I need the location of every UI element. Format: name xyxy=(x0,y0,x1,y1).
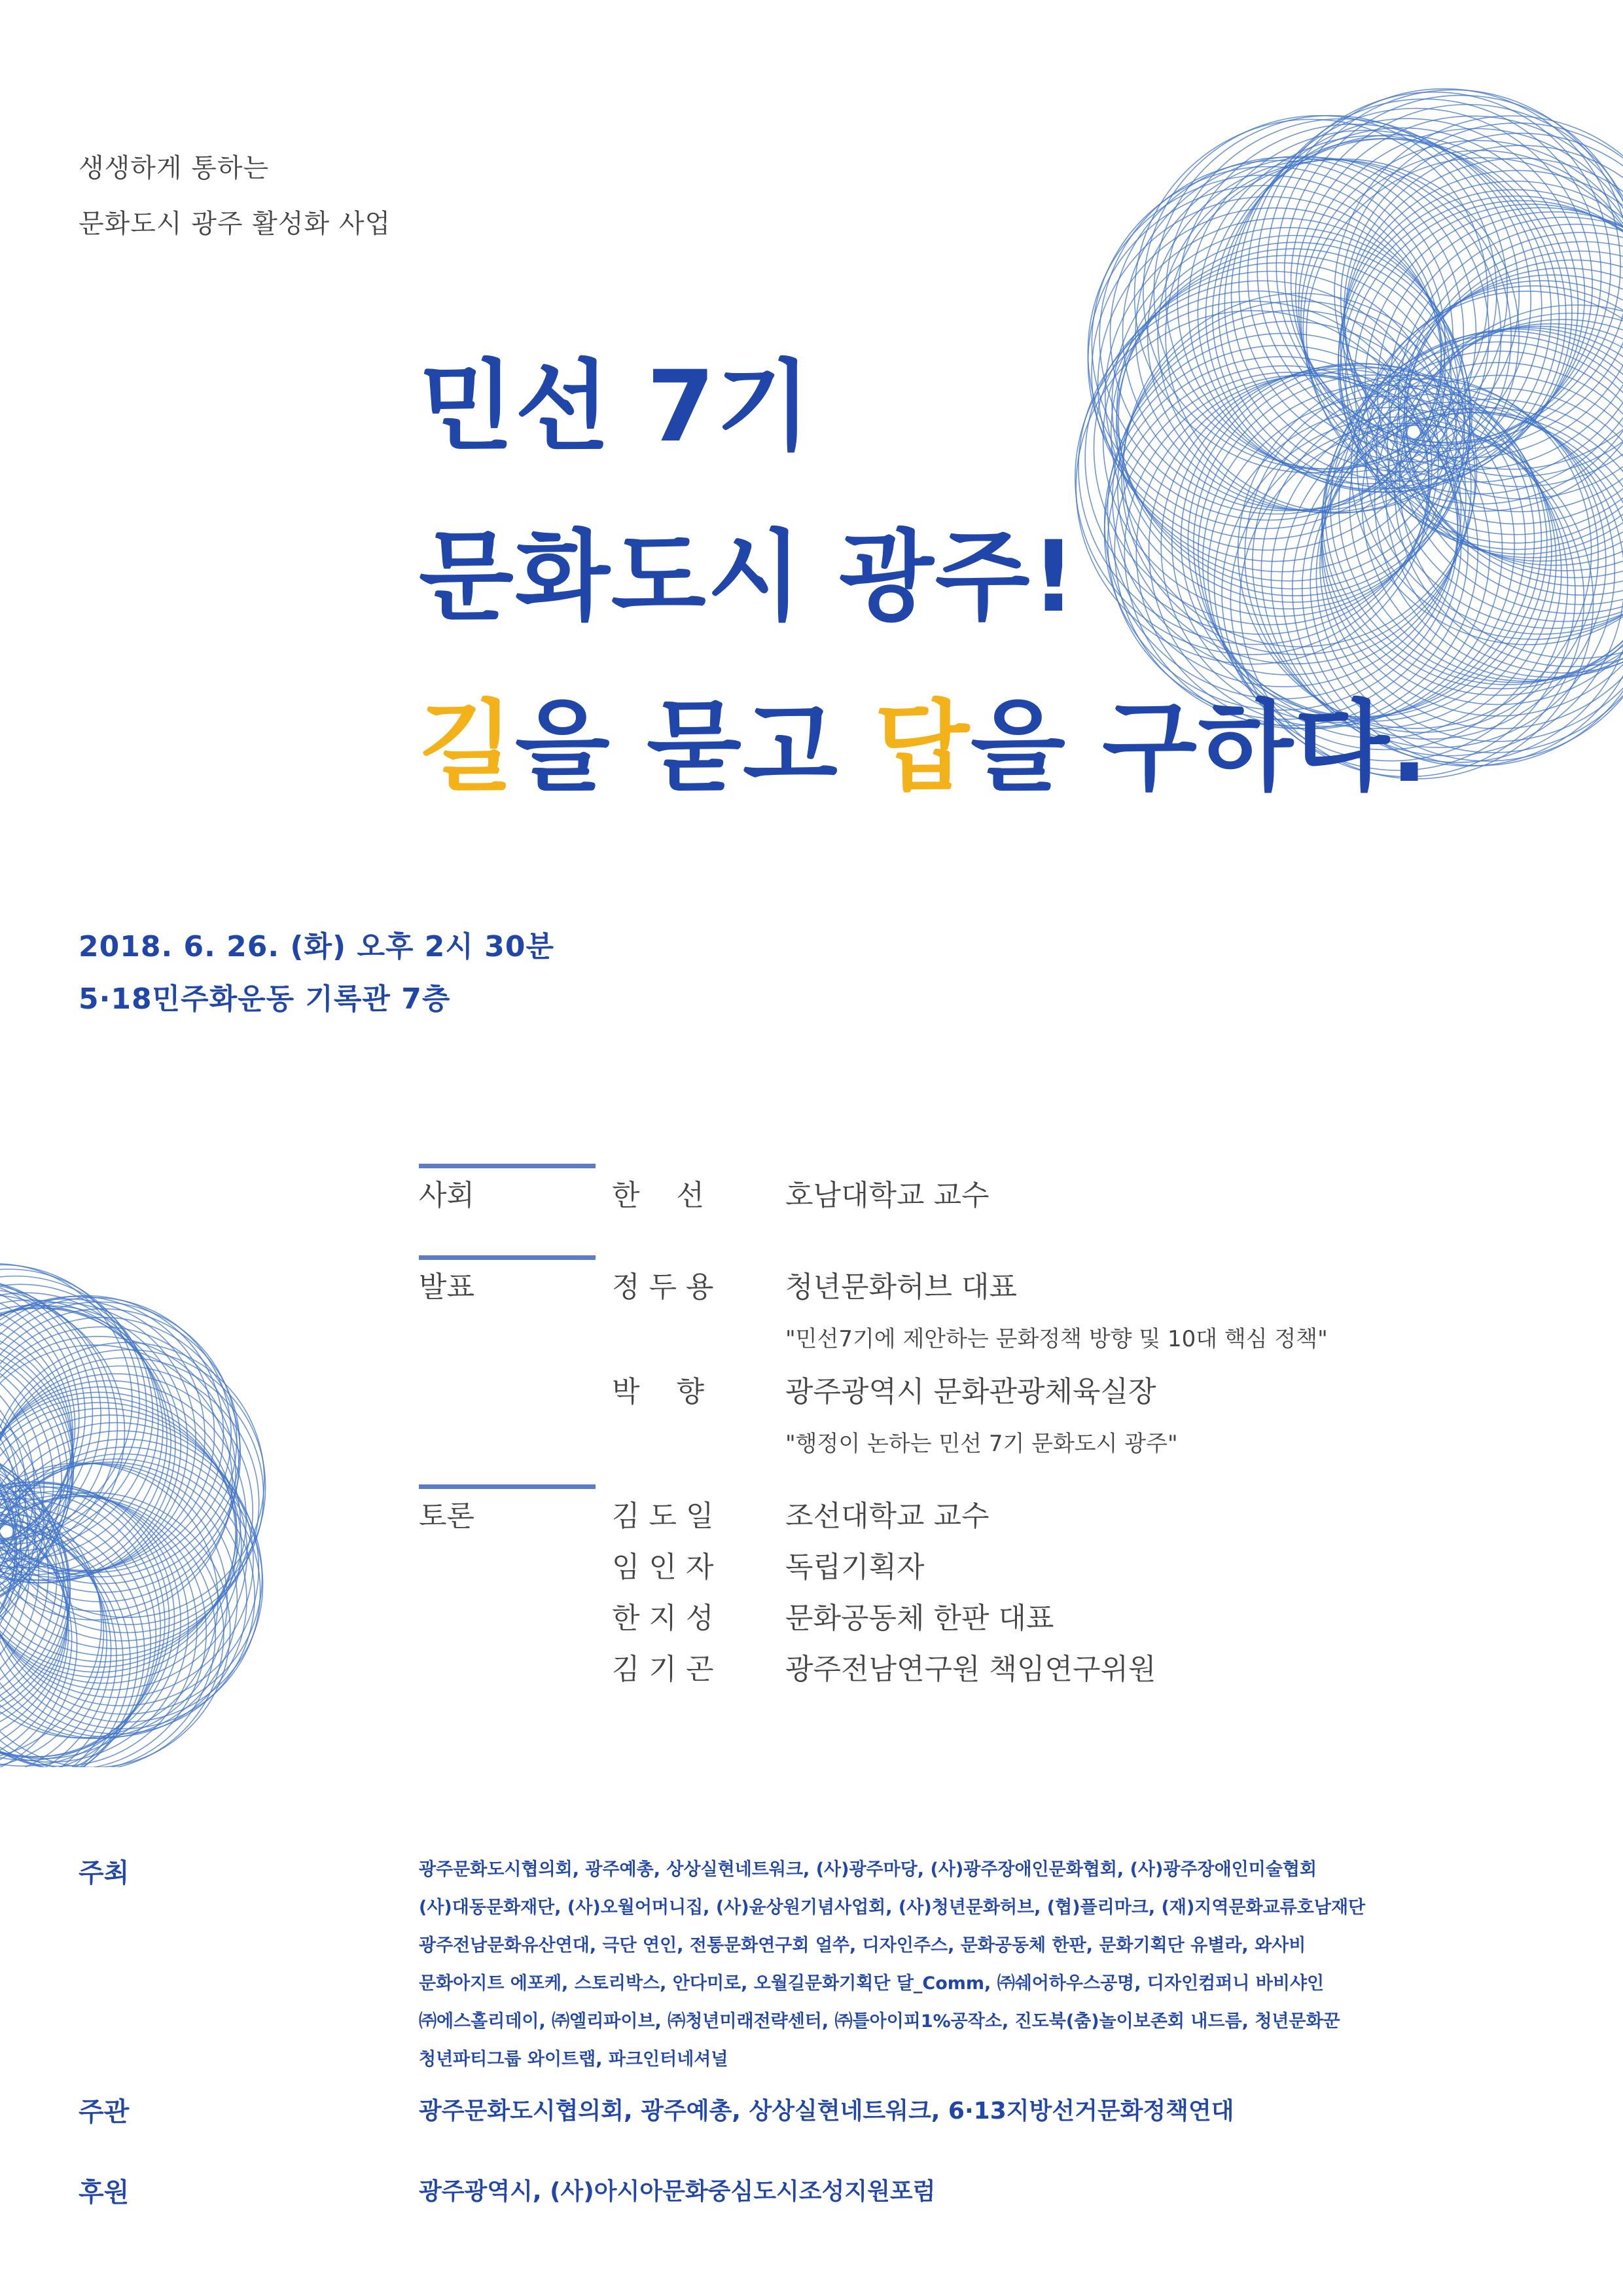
label-presentation: 발표 xyxy=(419,1270,475,1304)
event-venue: 5·18민주화운동 기록관 7층 xyxy=(79,982,451,1016)
headline-highlight-gil: 길 xyxy=(419,691,515,804)
presenter-2-topic: "행정이 논하는 민선 7기 문화도시 광주" xyxy=(785,1431,1178,1457)
host-list xyxy=(419,1851,1414,2079)
label-discussion: 토론 xyxy=(419,1499,475,1533)
panelist-1-affiliation: 조선대학교 교수 xyxy=(785,1499,990,1533)
presenter-1-affiliation: 청년문화허브 대표 xyxy=(785,1270,1018,1304)
panelist-3-name: 한 지 성 xyxy=(612,1602,714,1635)
headline-line-3 xyxy=(419,668,1429,809)
headline-line-2: 문화도시 광주! xyxy=(419,520,1078,634)
spirograph-pattern-left xyxy=(0,1165,353,1767)
headline-highlight-dap: 답 xyxy=(874,691,971,804)
panelist-1-name: 김 도 일 xyxy=(612,1499,714,1533)
headline-line-1: 민선 7기 xyxy=(419,350,813,464)
label-sponsor: 후원 xyxy=(79,2178,130,2208)
host-line-1: 광주문화도시협의회, 광주예총, 상상실현네트워크, (사)광주마당, (사)광주장애인문화협회, (사)광주장애인미술협회 xyxy=(419,1859,1317,1880)
presenter-2-name: 박 향 xyxy=(612,1375,704,1408)
section-divider-moderator xyxy=(419,1164,596,1168)
panelist-2-affiliation: 독립기획자 xyxy=(785,1551,925,1584)
panelist-2-name: 임 인 자 xyxy=(612,1551,714,1584)
label-moderator: 사회 xyxy=(419,1179,475,1212)
moderator-affiliation: 호남대학교 교수 xyxy=(785,1179,990,1212)
panelist-4-name: 김 기 곤 xyxy=(612,1653,714,1686)
presenter-1-name: 정 두 용 xyxy=(612,1270,714,1304)
host-line-2: (사)대동문화재단, (사)오월어머니집, (사)윤상원기념사업회, (사)청년문화허브, (협)플리마크, (재)지역문화교류호남재단 xyxy=(419,1897,1366,1918)
presenter-2-affiliation: 광주광역시 문화관광체육실장 xyxy=(785,1375,1156,1408)
presenter-1-topic: "민선7기에 제안하는 문화정책 방향 및 10대 핵심 정책" xyxy=(785,1326,1328,1352)
event-datetime: 2018. 6. 26. (화) 오후 2시 30분 xyxy=(79,930,554,963)
host-line-6: 청년파티그룹 와이트랩, 파크인터네셔널 xyxy=(419,2049,728,2070)
host-line-3: 광주전남문화유산연대, 극단 연인, 전통문화연구회 얼쑤, 디자인주스, 문화공동체 한판, 문화기획단 유별라, 와사비 xyxy=(419,1935,1306,1956)
moderator-name: 한 선 xyxy=(612,1179,704,1212)
subtitle-line-1: 생생하게 통하는 xyxy=(79,153,270,183)
host-line-4: 문화아지트 에포케, 스토리박스, 안다미로, 오월길문화기획단 달_Comm, ㈜쉐어하우스공명, 디자인컴퍼니 바비샤인 xyxy=(419,1973,1325,1994)
organizer-text: 광주문화도시협의회, 광주예총, 상상실현네트워크, 6·13지방선거문화정책연대 xyxy=(419,2098,1234,2125)
panelist-3-affiliation: 문화공동체 한판 대표 xyxy=(785,1602,1054,1635)
label-host: 주최 xyxy=(79,1858,130,1888)
panelist-4-affiliation: 광주전남연구원 책임연구위원 xyxy=(785,1653,1156,1686)
headline-segment-2: 을 묻고 xyxy=(514,691,875,804)
section-divider-discussion xyxy=(419,1484,596,1489)
subtitle-line-2: 문화도시 광주 활성화 사업 xyxy=(79,209,391,239)
sponsor-text: 광주광역시, (사)아시아문화중심도시조성지원포럼 xyxy=(419,2178,936,2205)
host-line-5: ㈜에스홀리데이, ㈜엘리파이브, ㈜청년미래전략센터, ㈜틀아이피1%공작소, 진도북(춤)놀이보존회 내드름, 청년문화꾼 xyxy=(419,2011,1340,2032)
headline-segment-4: 을 구하다. xyxy=(970,691,1429,804)
section-divider-presentation xyxy=(419,1255,596,1260)
label-organizer: 주관 xyxy=(79,2097,130,2127)
